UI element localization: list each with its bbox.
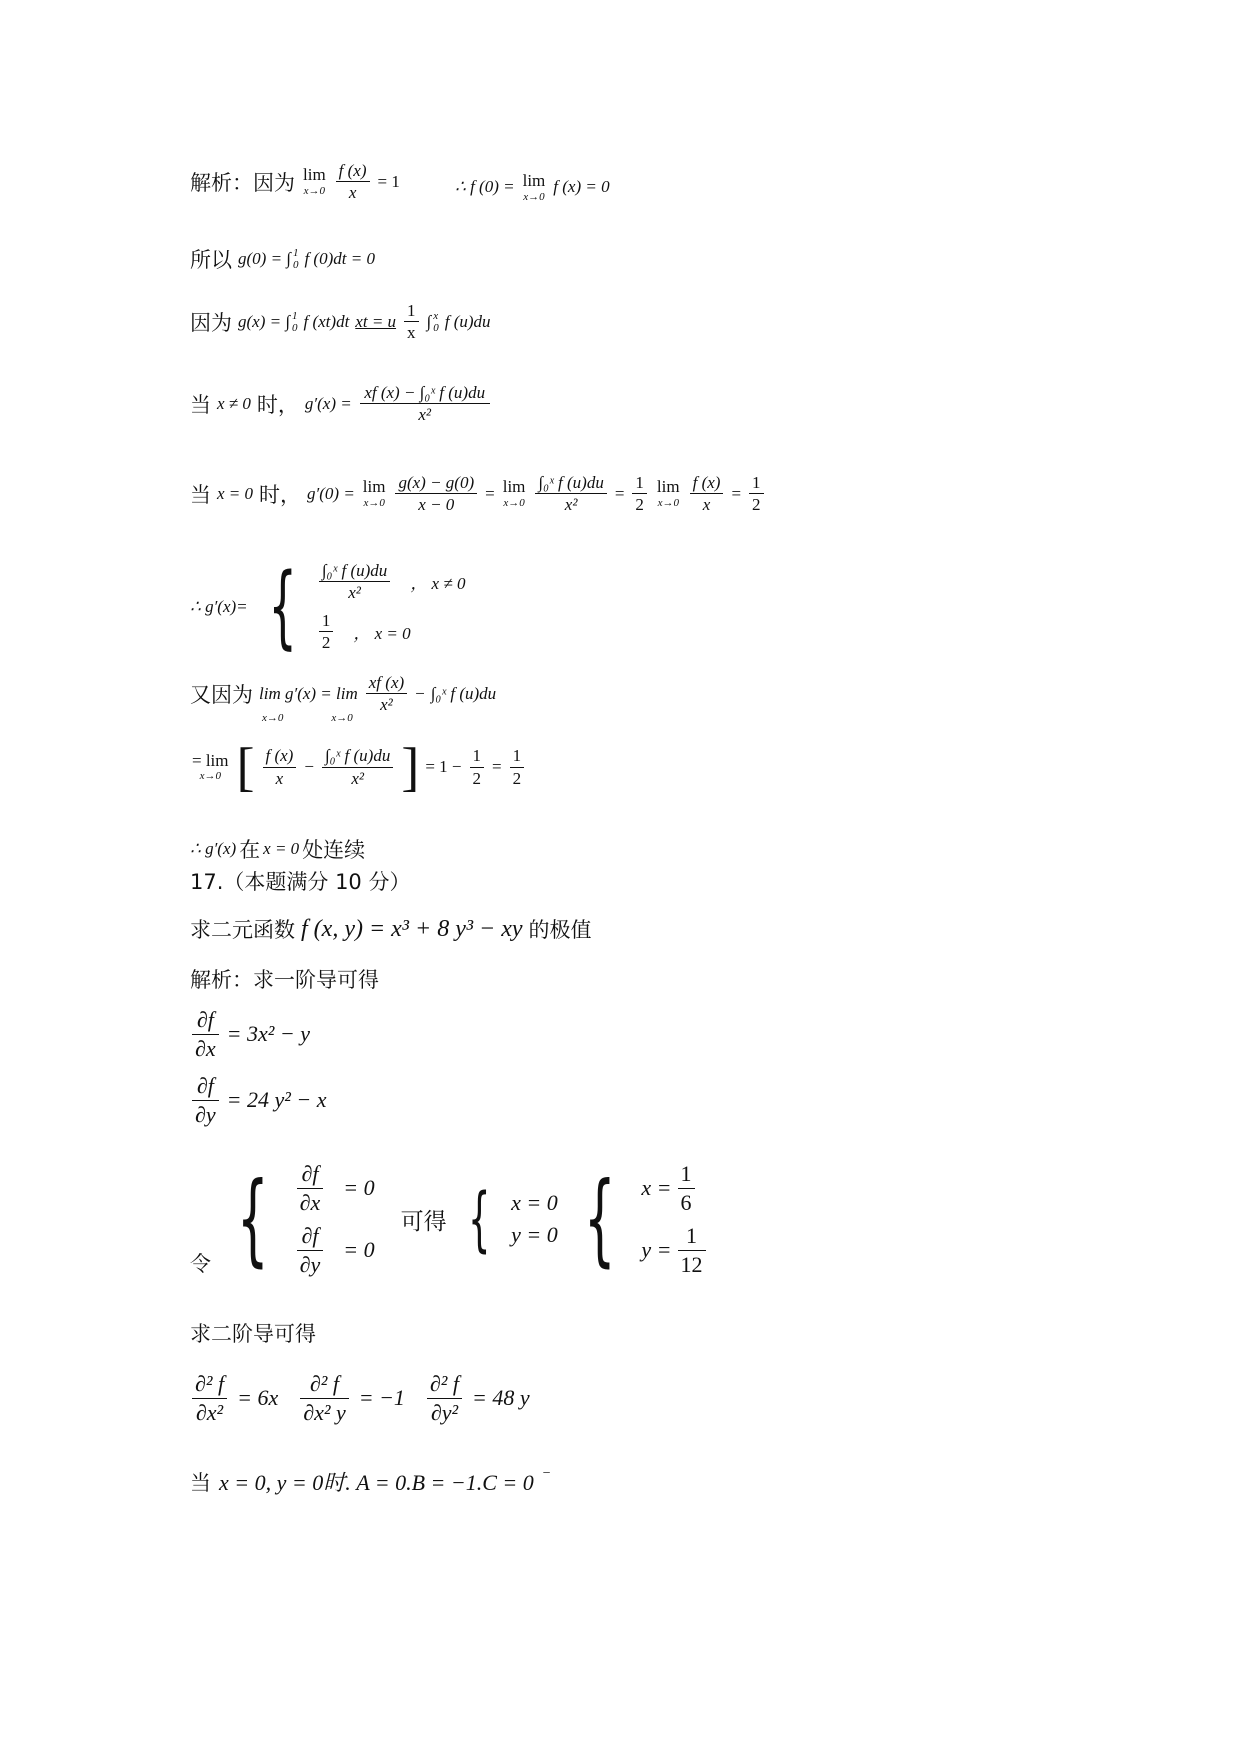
line-8: = lim x→0 [ $\frac{f (x)}{x}$ − $\frac{\text{∫₀ˣ f (u)du}}{\text{x²}}$ ] = 1 − $\frac{1}{2}$ = $\frac{1}{2}$ (190, 740, 526, 794)
integral-limits: 1 0 (292, 247, 299, 271)
line-1 (190, 160, 400, 204)
line-4: 当 x ≠ 0 时， g′(x) = $\frac{\text{xf (x) − ∫₀ˣ f (u)du}}{\text{x²}}$ (190, 382, 492, 426)
integral-limits-3: 1 0 (292, 309, 298, 334)
left-brace: { (267, 553, 297, 659)
fraction-f-over-x: $\frac{f (x)}{x}$ (336, 160, 370, 204)
lim-operator-2: lim x→0 (522, 171, 546, 203)
difference-quotient: $\frac{g(x) - g(0)}{x - 0}$ (395, 472, 477, 516)
line-6-piecewise: ∴ g′(x)= { $\frac{\text{∫₀ˣ f (u)du}}{\text{x²}}$ ， x ≠ 0 $\frac{1}{2}$ ， x = 0 (190, 553, 466, 659)
problem-17-heading: 17.（本题满分 10 分） (190, 870, 411, 894)
solution-intro: 解析：求一阶导可得 (190, 968, 379, 992)
line-1-text: 解析：因为 (190, 170, 295, 195)
lim-operator: lim x→0 (303, 165, 326, 198)
fraction-g-prime: $\frac{\text{xf (x) − ∫₀ˣ f (u)du}}{\text{x²}}$ (360, 382, 490, 426)
line-18: 当 x = 0, y = 0时. A = 0.B = −1.C = 0 − (190, 1466, 552, 1495)
line-3: 因为 g(x) = ∫ 1 0 f (xt)dt xt = u $\frac{1}{x}$ ∫ x 0 f (u)du (190, 301, 491, 343)
integral-over-x-squared: $\frac{\text{∫₀ˣ f (u)du}}{\text{x²}}$ (535, 472, 606, 516)
problem-statement: 求二元函数 f (x, y) = x³ + 8 y³ − xy 的极值 (190, 915, 592, 942)
left-bracket: [ (236, 737, 255, 797)
piecewise-cases (317, 560, 466, 653)
partial-x: $\frac{\partial f}{\partial x}$ = 3x² − y (190, 1006, 310, 1062)
critical-points-system: 令 { $\frac{\partial f}{\partial x}$ = 0 $\frac{\partial f}{\partial y}$ = 0 可得 { x = 0 y = 0 { x = $\frac{1}{6}$ y = $\frac{1}{12}$ (190, 1160, 708, 1278)
second-derivative-intro: 求二阶导可得 (190, 1322, 316, 1346)
line-9: ∴ g′(x) 在 x = 0 处连续 (190, 838, 366, 862)
substitution-label: xt = u (355, 311, 397, 331)
case-2: $\frac{1}{2}$ ， x = 0 (317, 610, 466, 654)
equals-one: = 1 (377, 171, 400, 191)
line-1b: ∴ f (0) = lim x→0 f (x) = 0 (455, 171, 610, 203)
partial-y: $\frac{\partial f}{\partial y}$ = 24 y² − x (190, 1072, 326, 1128)
second-derivatives: $\frac{\text{∂² f}}{\text{∂x²}}$ = 6x $\frac{\text{∂² f}}{\text{∂x² y}}$ = −1 $\frac{\text{∂² f}}{\text{∂y²}}$ = 48 y (190, 1370, 530, 1426)
fraction-one-over-x: $\frac{1}{x}$ (404, 300, 419, 344)
line-7-subs: x→0 x→0 (262, 712, 353, 724)
line-2: 所以 g(0) = ∫ 1 0 f (0)dt = 0 (190, 247, 375, 272)
line-5: 当 x = 0 时， g′(0) = lim x→0 $\frac{g(x) - g(0)}{x - 0}$ = lim x→0 $\frac{\text{∫₀ˣ f (u)du}}{\text{x²}}$ = $\frac{1}{2}$ lim x→0 $\frac{f (x)}{x}$ = $\frac{1}{2}$ (190, 472, 766, 516)
line-7: 又因为 lim g′(x) = lim $\frac{xf (x)}{\text{x²}}$ − ∫₀ˣ f (u)du (190, 673, 497, 715)
right-bracket: ] (401, 737, 420, 797)
case-1: $\frac{\text{∫₀ˣ f (u)du}}{\text{x²}}$ ， x ≠ 0 (317, 560, 466, 604)
